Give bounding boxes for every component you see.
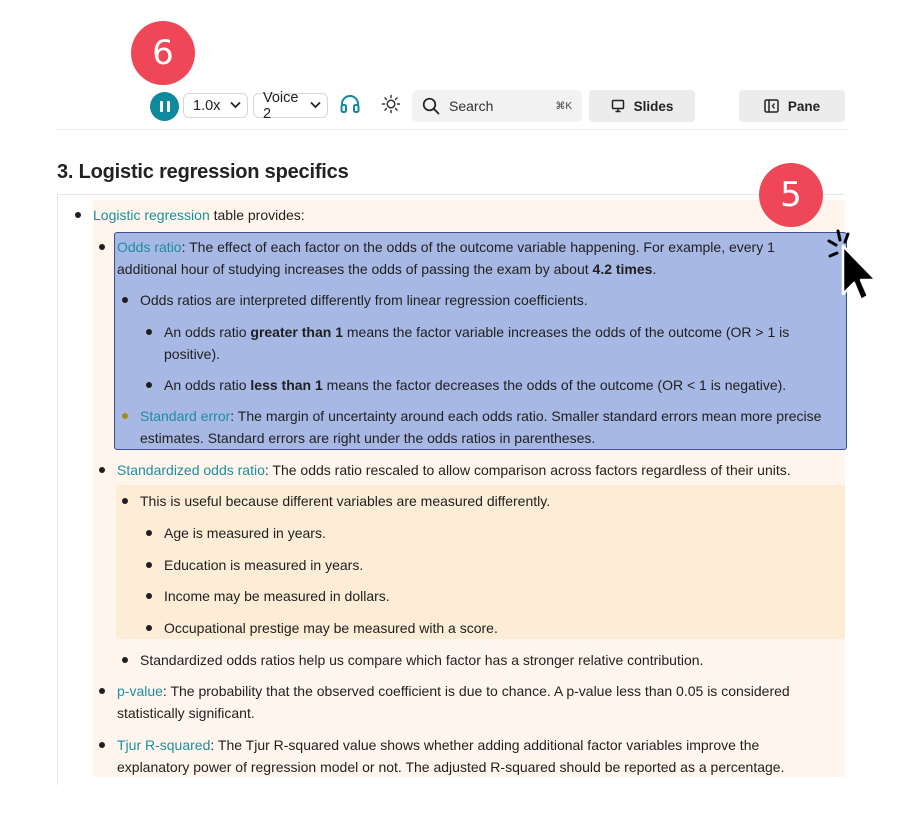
list-item-text: : The Tjur R-squared value shows whether adding additional factor variables improve the xyxy=(210,737,760,753)
list-item-standardized-odds-ratio xyxy=(117,459,791,481)
list-item-text: An odds ratio xyxy=(164,377,251,393)
speed-value: 1.0x xyxy=(193,97,221,114)
list-item-text: explanatory power of regression model or not. The adjusted R-squared should be reported as a percentage. xyxy=(117,759,785,775)
search-shortcut: ⌘K xyxy=(555,100,572,112)
bullet xyxy=(146,382,152,388)
content-left-border xyxy=(57,195,58,785)
slides-label: Slides xyxy=(633,98,674,114)
p-value-link[interactable]: p-value xyxy=(117,683,163,699)
list-item xyxy=(164,374,786,396)
list-item-text: . xyxy=(652,261,657,277)
list-item-text: table provides: xyxy=(209,207,305,223)
search-icon xyxy=(422,97,440,115)
list-item-text: positive). xyxy=(164,346,221,362)
pause-button[interactable] xyxy=(150,92,179,121)
speed-select[interactable] xyxy=(183,93,248,118)
list-item-text: Odds ratios are interpreted differently from linear regression coefficients. xyxy=(140,292,588,308)
bullet xyxy=(75,212,81,218)
bullet xyxy=(146,562,152,568)
list-item-text: estimates. Standard errors are right under the odds ratios in parentheses. xyxy=(140,430,596,446)
bullet xyxy=(99,244,105,250)
toolbar-divider xyxy=(57,129,849,130)
list-item xyxy=(93,204,305,226)
theme-toggle-button[interactable] xyxy=(379,94,403,118)
list-item xyxy=(164,554,363,576)
bullet xyxy=(99,688,105,694)
click-cursor-icon xyxy=(826,228,890,311)
title-divider xyxy=(57,194,845,195)
chevron-down-icon xyxy=(230,100,241,112)
list-item xyxy=(164,321,789,365)
pane-label: Pane xyxy=(787,98,821,114)
list-item-text: Occupational prestige may be measured with a score. xyxy=(164,620,498,636)
list-item xyxy=(140,649,703,671)
list-item-odds-ratio xyxy=(117,236,775,280)
list-item-text: additional hour of studying increases the odds of passing the exam by about xyxy=(117,261,593,277)
sidebar-pane-icon xyxy=(764,99,779,113)
standard-error-link[interactable]: Standard error xyxy=(140,408,231,424)
emphasis-text: 4.2 times xyxy=(592,261,653,277)
step-badge-5: 5 xyxy=(759,163,823,227)
pane-button[interactable] xyxy=(739,90,845,122)
list-item-text: This is useful because different variables are measured differently. xyxy=(140,493,551,509)
bullet xyxy=(99,742,105,748)
list-item-standard-error xyxy=(140,405,821,449)
headphones-icon xyxy=(339,93,361,120)
search-field[interactable] xyxy=(412,90,582,122)
tjur-r-squared-link[interactable]: Tjur R-squared xyxy=(117,737,211,753)
list-item-text: Income may be measured in dollars. xyxy=(164,588,390,604)
bullet xyxy=(122,413,128,419)
voice-value: Voice 2 xyxy=(263,89,299,122)
emphasis-text: less than 1 xyxy=(250,377,323,393)
list-item xyxy=(164,617,498,639)
bullet xyxy=(146,625,152,631)
bullet xyxy=(122,498,128,504)
bullet xyxy=(122,297,128,303)
list-item-text: : The odds ratio rescaled to allow comparison across factors regardless of their units. xyxy=(264,462,791,478)
list-item xyxy=(140,490,550,512)
list-item-p-value xyxy=(117,680,790,724)
list-item-text: : The effect of each factor on the odds of the outcome variable happening. For example, every 1 xyxy=(181,239,775,255)
list-item-text: An odds ratio xyxy=(164,324,251,340)
list-item-text: statistically significant. xyxy=(117,705,255,721)
list-item-tjur-r-squared xyxy=(117,734,784,778)
section-title: 3. Logistic regression specifics xyxy=(57,161,349,183)
bullet xyxy=(146,530,152,536)
list-item xyxy=(164,522,326,544)
bullet xyxy=(146,593,152,599)
list-item xyxy=(164,585,390,607)
list-item-text: : The margin of uncertainty around each odds ratio. Smaller standard errors mean more precise xyxy=(230,408,822,424)
slides-button[interactable] xyxy=(589,90,695,122)
list-item xyxy=(140,289,588,311)
voice-select[interactable] xyxy=(253,89,328,122)
bullet xyxy=(99,467,105,473)
step-badge-6: 6 xyxy=(131,21,195,85)
headphones-button[interactable] xyxy=(338,94,362,118)
list-item-text: means the factor decreases the odds of the outcome (OR < 1 is negative). xyxy=(322,377,787,393)
logistic-regression-link[interactable]: Logistic regression xyxy=(93,207,210,223)
emphasis-text: greater than 1 xyxy=(250,324,343,340)
bullet xyxy=(122,657,128,663)
list-item-text: Education is measured in years. xyxy=(164,557,364,573)
chevron-down-icon xyxy=(310,100,321,112)
odds-ratio-link[interactable]: Odds ratio xyxy=(117,239,182,255)
list-item-text: : The probability that the observed coefficient is due to chance. A p-value less than 0.05 is considered xyxy=(162,683,790,699)
standardized-odds-ratio-link[interactable]: Standardized odds ratio xyxy=(117,462,265,478)
pause-icon xyxy=(158,101,172,112)
list-item-text: Age is measured in years. xyxy=(164,525,326,541)
sun-icon xyxy=(381,94,401,119)
list-item-text: Standardized odds ratios help us compare which factor has a stronger relative contribution. xyxy=(140,652,704,668)
search-label: Search xyxy=(449,98,494,114)
bullet xyxy=(146,329,152,335)
list-item-text: means the factor variable increases the odds of the outcome (OR > 1 is xyxy=(342,324,790,340)
monitor-icon xyxy=(611,99,625,113)
